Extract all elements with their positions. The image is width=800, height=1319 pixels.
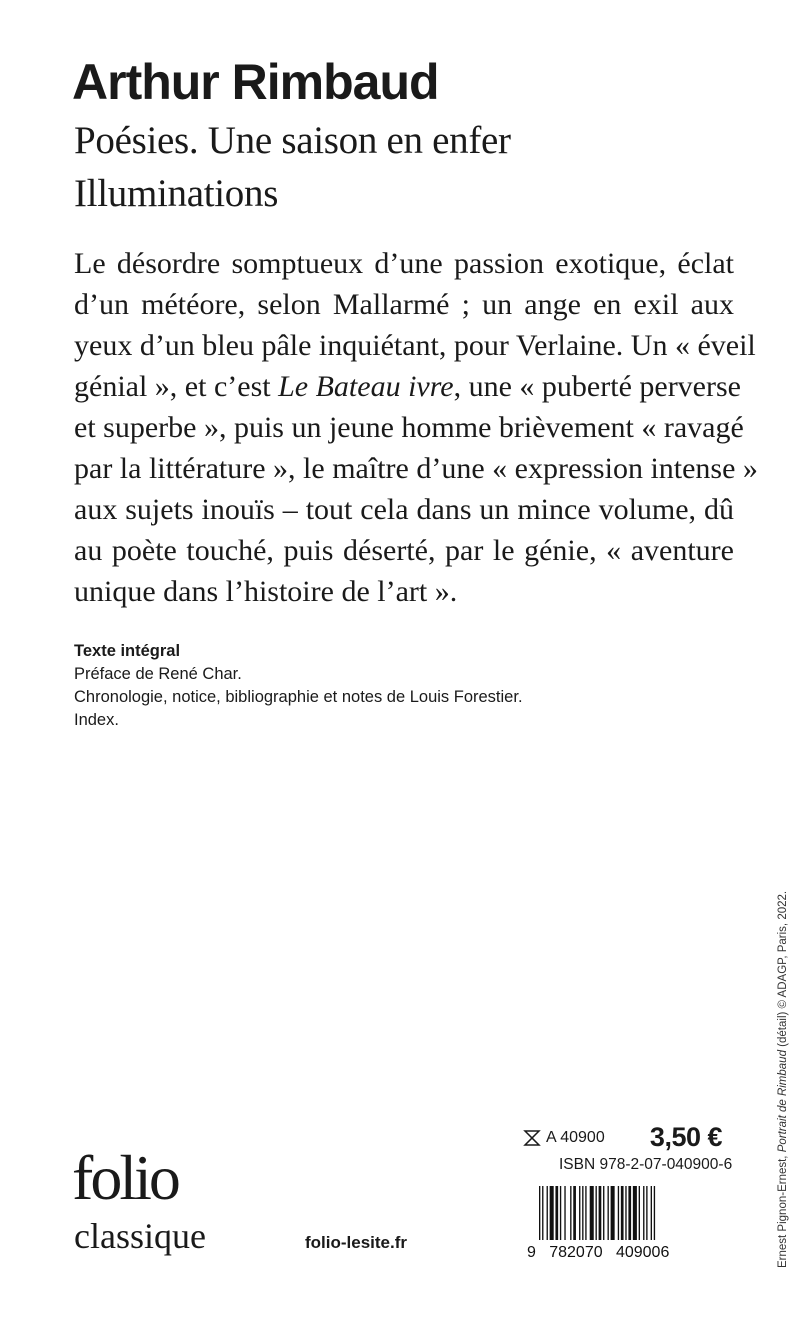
blurb-italic-title: Le Bateau ivre xyxy=(278,370,454,403)
barcode-bar xyxy=(608,1186,609,1240)
credit-artist: Ernest Pignon-Ernest, xyxy=(777,1152,789,1268)
barcode-bar xyxy=(639,1186,640,1240)
barcode-bar xyxy=(621,1186,624,1240)
barcode-bar xyxy=(573,1186,576,1240)
barcode-bar xyxy=(651,1186,652,1240)
barcode-bar xyxy=(646,1186,647,1240)
blurb-line: d’un météore, selon Mallarmé ; un ange en exil aux xyxy=(74,288,734,321)
contents-heading: Texte intégral xyxy=(74,642,181,660)
image-credit xyxy=(777,891,789,1268)
barcode-bar xyxy=(599,1186,602,1240)
credit-artwork-title: Portrait de Rimbaud xyxy=(777,1050,789,1153)
hourglass-icon xyxy=(522,1128,542,1148)
contents-line: Chronologie, notice, bibliographie et notes de Louis Forestier. xyxy=(74,688,523,706)
barcode-bar xyxy=(570,1186,571,1240)
barcode-bar xyxy=(555,1186,558,1240)
barcode-bar xyxy=(633,1186,637,1240)
catalog-code: A 40900 xyxy=(546,1129,605,1146)
price: 3,50 € xyxy=(649,1122,722,1152)
contents-line: Préface de René Char. xyxy=(74,665,242,683)
barcode-bar xyxy=(585,1186,586,1240)
barcode-bar xyxy=(654,1186,655,1240)
barcode-bar xyxy=(550,1186,554,1240)
blurb-line xyxy=(74,366,741,407)
folio-logo: folio xyxy=(72,1142,178,1213)
barcode-bar xyxy=(596,1186,597,1240)
blurb-line: unique dans l’histoire de l’art ». xyxy=(74,575,458,608)
blurb-line: aux sujets inouïs – tout cela dans un mince volume, dû xyxy=(74,493,734,526)
book-titles xyxy=(74,114,754,220)
barcode-bar xyxy=(542,1186,543,1240)
barcode-bar xyxy=(539,1186,540,1240)
blurb-line: au poète touché, puis déserté, par le génie, « aventure xyxy=(74,534,734,567)
barcode-bar xyxy=(547,1186,548,1240)
classique-logo: classique xyxy=(74,1216,206,1256)
barcode-bar xyxy=(560,1186,561,1240)
barcode-bar xyxy=(603,1186,604,1240)
barcode-bar xyxy=(564,1186,565,1240)
blurb-fragment: , une « puberté perverse xyxy=(453,370,741,403)
isbn-number: ISBN 978-2-07-040900-6 xyxy=(559,1156,733,1173)
barcode-bar xyxy=(625,1186,626,1240)
barcode-bar xyxy=(618,1186,619,1240)
blurb-line: Le désordre somptueux d’une passion exotique, éclat xyxy=(74,247,734,280)
blurb-line: yeux d’un bleu pâle inquiétant, pour Verlaine. Un « éveil xyxy=(74,329,756,362)
barcode-digits: 9 782070 409006 xyxy=(527,1244,670,1260)
barcode-bars xyxy=(539,1186,655,1240)
publisher-website: folio-lesite.fr xyxy=(305,1233,408,1252)
price-row xyxy=(522,1122,722,1154)
title-line-2: Illuminations xyxy=(74,172,279,215)
barcode-bar xyxy=(611,1186,615,1240)
contents-line: Index. xyxy=(74,711,119,729)
barcode-bar xyxy=(582,1186,583,1240)
credit-copyright: (détail) © ADAGP, Paris, 2022. xyxy=(777,890,789,1051)
barcode-bar xyxy=(643,1186,644,1240)
blurb-line: par la littérature », le maître d’une « expression intense » xyxy=(74,452,758,485)
blurb-fragment: génial », et c’est xyxy=(74,370,279,403)
barcode xyxy=(527,1186,723,1260)
blurb-line: et superbe », puis un jeune homme brièvement « ravagé xyxy=(74,411,744,444)
edition-contents xyxy=(74,640,634,732)
author-name: Arthur Rimbaud xyxy=(72,54,439,110)
barcode-bar xyxy=(590,1186,594,1240)
blurb-text xyxy=(74,243,758,612)
title-line-1: Poésies. Une saison en enfer xyxy=(74,119,511,162)
barcode-bar xyxy=(628,1186,631,1240)
barcode-bar xyxy=(579,1186,580,1240)
